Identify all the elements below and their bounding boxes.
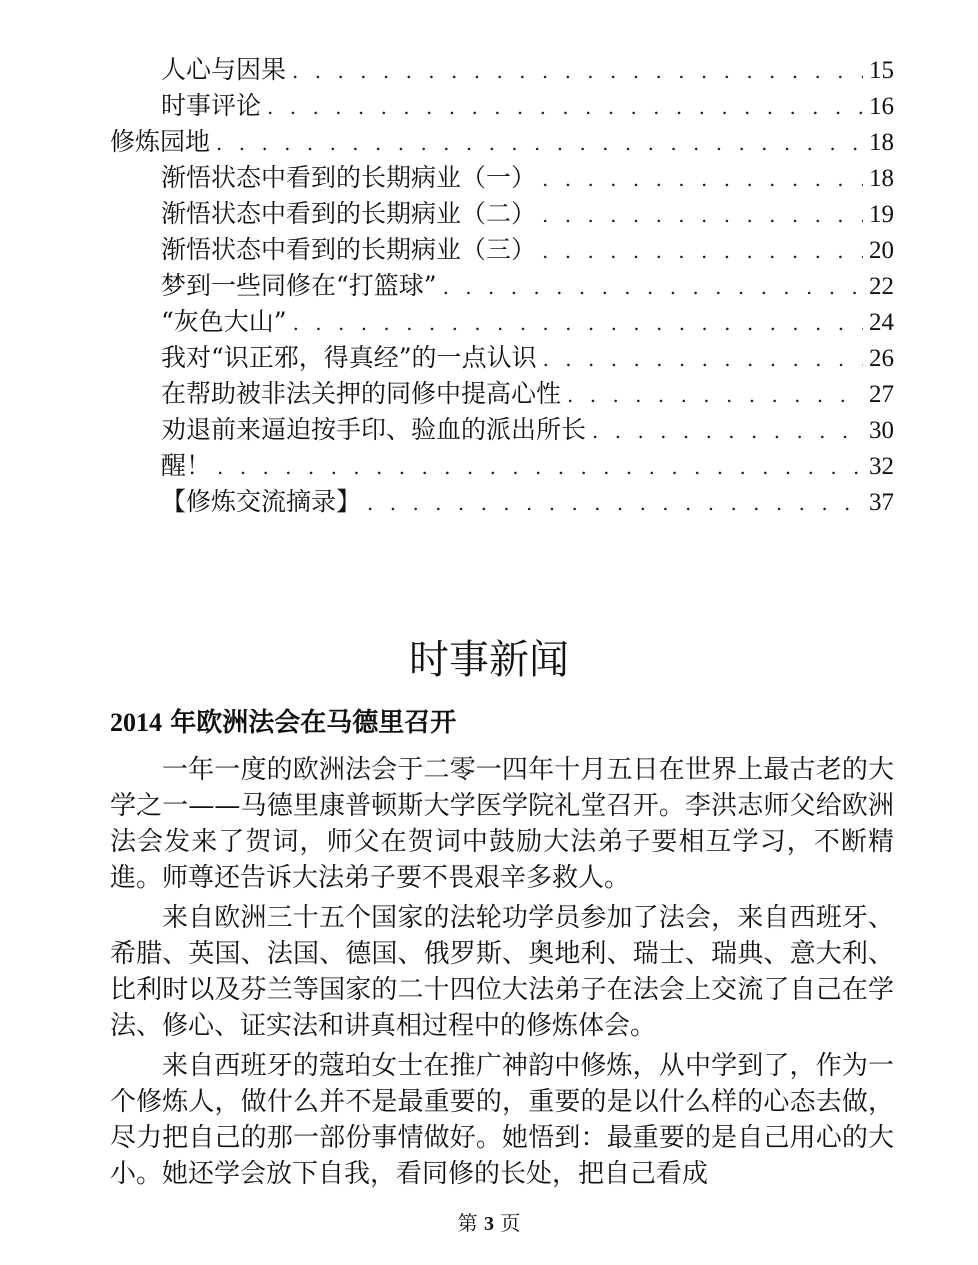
toc-entry[interactable] <box>110 448 894 484</box>
section-title: 时事新闻 <box>409 637 569 683</box>
toc-entry-page: 18 <box>869 165 894 192</box>
toc-leader-dots <box>542 161 863 197</box>
toc-leader-dots <box>217 449 863 485</box>
page-footer <box>0 1208 978 1239</box>
toc-entry[interactable] <box>110 88 894 124</box>
toc-entry-page: 24 <box>869 309 894 336</box>
toc-entry[interactable] <box>110 340 894 376</box>
toc-leader-dots <box>592 413 863 449</box>
article-paragraph: 来自欧洲三十五个国家的法轮功学员参加了法会，来自西班牙、希腊、英国、法国、德国、俄罗斯、奥地利、瑞士、瑞典、意大利、比利时以及芬兰等国家的二十四位大法弟子在法会上交流了自己在学法、修心、证实法和讲真相过程中的修炼体会。 <box>110 903 894 1041</box>
toc-leader-dots <box>293 305 863 341</box>
footer-page-number: 3 <box>484 1213 494 1235</box>
toc-entry[interactable] <box>110 196 894 232</box>
toc-entry-page: 22 <box>869 273 894 300</box>
toc-leader-dots <box>567 377 863 413</box>
toc-entry-title: 劝退前来逼迫按手印、验血的派出所长 <box>161 415 587 444</box>
toc-entry-title: 我对“识正邪，得真经”的一点认识 <box>161 343 537 372</box>
toc-entry-title: 【修炼交流摘录】 <box>161 487 362 516</box>
toc-entry-page: 18 <box>869 129 894 156</box>
toc-entry-title: “灰色大山” <box>161 307 287 336</box>
toc-entry[interactable] <box>110 376 894 412</box>
toc-entry-title: 梦到一些同修在“打篮球” <box>161 271 437 300</box>
article-heading-text: 年欧洲法会在马德里召开 <box>170 708 457 738</box>
toc-entry-page: 37 <box>869 489 894 516</box>
toc-leader-dots <box>443 269 863 305</box>
toc-leader-dots <box>216 125 863 161</box>
toc-entry[interactable] <box>110 52 894 88</box>
toc-entry-page: 15 <box>869 57 894 84</box>
toc-entry-page: 30 <box>869 417 894 444</box>
toc-entry[interactable] <box>110 160 894 196</box>
toc-entry[interactable] <box>110 232 894 268</box>
toc-entry-page: 32 <box>869 453 894 480</box>
toc-entry-title: 渐悟状态中看到的长期病业（一） <box>161 163 537 192</box>
table-of-contents <box>110 52 894 520</box>
toc-leader-dots <box>542 233 863 269</box>
toc-entry[interactable] <box>110 484 894 520</box>
toc-entry-title: 人心与因果 <box>161 55 287 84</box>
toc-entry[interactable] <box>110 268 894 304</box>
toc-entry-title: 醒！ <box>161 451 212 480</box>
toc-entry-title: 渐悟状态中看到的长期病业（二） <box>161 199 537 228</box>
article-body <box>110 752 894 1196</box>
toc-leader-dots <box>267 89 863 125</box>
article-paragraph: 来自西班牙的蔻珀女士在推广神韵中修炼，从中学到了，作为一个修炼人，做什么并不是最重要的，重要的是以什么样的心态去做，尽力把自己的那一部份事情做好。她悟到：最重要的是自己用心的大小。她还学会放下自我，看同修的长处，把自己看成 <box>110 1051 894 1189</box>
toc-entry-title: 时事评论 <box>161 91 262 120</box>
toc-leader-dots <box>367 485 863 521</box>
toc-leader-dots <box>542 197 863 233</box>
toc-entry[interactable] <box>110 412 894 448</box>
footer-suffix: 页 <box>500 1211 521 1235</box>
article-heading <box>110 703 456 743</box>
toc-entry-page: 16 <box>869 93 894 120</box>
toc-leader-dots <box>292 53 863 89</box>
toc-entry[interactable] <box>110 304 894 340</box>
footer-prefix: 第 <box>457 1211 478 1235</box>
toc-entry-page: 19 <box>869 201 894 228</box>
toc-entry-title: 在帮助被非法关押的同修中提高心性 <box>161 379 562 408</box>
toc-leader-dots <box>543 341 863 377</box>
toc-entry-page: 26 <box>869 345 894 372</box>
toc-entry-page: 20 <box>869 237 894 264</box>
toc-entry[interactable] <box>110 124 894 160</box>
article-paragraph: 一年一度的欧洲法会于二零一四年十月五日在世界上最古老的大学之一——马德里康普顿斯大学医学院礼堂召开。李洪志师父给欧洲法会发来了贺词，师父在贺词中鼓励大法弟子要相互学习，不断精進。师尊还告诉大法弟子要不畏艰辛多救人。 <box>110 755 894 893</box>
article-heading-year: 2014 <box>110 708 162 737</box>
toc-entry-title: 渐悟状态中看到的长期病业（三） <box>161 235 537 264</box>
toc-entry-page: 27 <box>869 381 894 408</box>
toc-entry-title: 修炼园地 <box>110 127 211 156</box>
